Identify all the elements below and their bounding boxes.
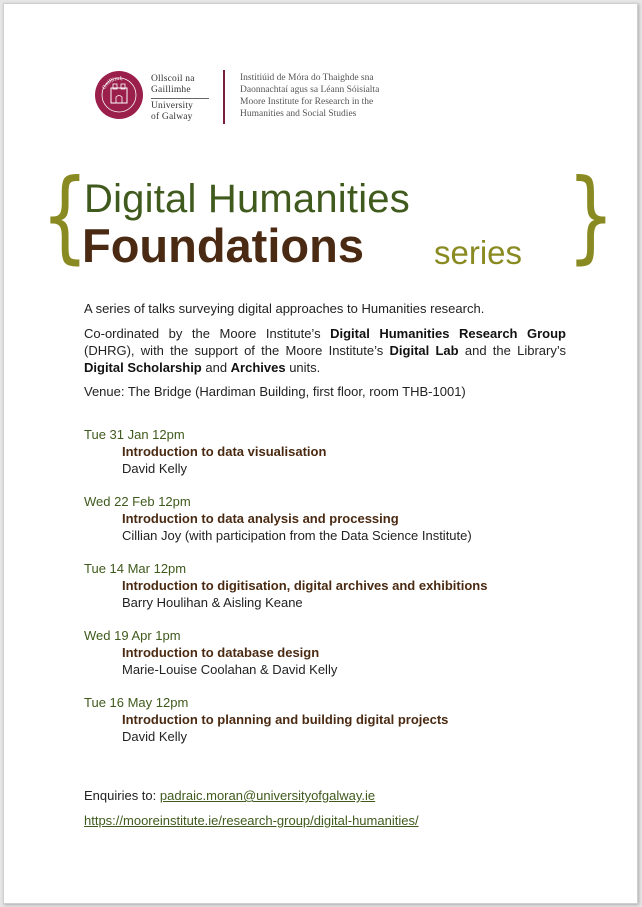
title-digital-humanities: Digital Humanities: [84, 177, 410, 221]
university-name: [151, 74, 209, 123]
coordination-text-2: (DHRG), with the support of the Moore Institute’s: [84, 343, 390, 358]
event-4: [84, 627, 584, 678]
event-speaker: Barry Houlihan & Aisling Keane: [122, 595, 303, 610]
title-series: series: [434, 234, 523, 271]
event-date: Wed 19 Apr 1pm: [84, 628, 181, 643]
coordination-digital-lab: Digital Lab: [389, 343, 459, 358]
intro-text: A series of talks surveying digital approaches to Humanities research.: [84, 301, 485, 316]
university-irish-line1: Ollscoil na: [151, 74, 195, 84]
event-speaker: David Kelly: [122, 461, 188, 476]
event-speaker: Marie-Louise Coolahan & David Kelly: [122, 662, 338, 677]
university-irish-line2: Gaillimhe: [151, 85, 191, 95]
title-foundations: Foundations: [82, 219, 364, 272]
coordination-dhrg: Digital Humanities Research Group: [330, 326, 567, 341]
coordination-text: [84, 325, 566, 376]
event-date: Wed 22 Feb 12pm: [84, 494, 191, 509]
university-english-line1: University: [151, 101, 194, 111]
event-5: [84, 694, 584, 745]
event-title: Introduction to planning and building digital projects: [122, 712, 449, 727]
venue-text: Venue: The Bridge (Hardiman Building, first floor, room THB-1001): [84, 384, 466, 399]
coordination-digital-scholarship: Digital Scholarship: [84, 360, 202, 375]
right-brace: }: [566, 157, 615, 274]
website-link[interactable]: https://mooreinstitute.ie/research-group/digital-humanities/: [84, 813, 419, 828]
header-logos: [94, 66, 454, 130]
header-divider: [223, 70, 225, 124]
flyer-page: [3, 3, 638, 904]
website-line: [84, 812, 419, 829]
left-brace: {: [40, 157, 89, 274]
event-3: [84, 560, 584, 611]
event-speaker: David Kelly: [122, 729, 188, 744]
event-date: Tue 14 Mar 12pm: [84, 561, 187, 576]
enquiries-email-link[interactable]: padraic.moran@universityofgalway.ie: [159, 788, 376, 803]
coordination-text-4: and: [201, 360, 231, 375]
event-title: Introduction to data visualisation: [122, 444, 327, 459]
institute-line4: Humanities and Social Studies: [240, 109, 357, 119]
university-name-rule: [151, 98, 209, 99]
university-seal-icon: [94, 70, 144, 120]
coordination-archives: Archives: [230, 360, 286, 375]
coordination-text-3: and the Library’s: [458, 343, 566, 358]
event-title: Introduction to data analysis and processing: [122, 511, 399, 526]
institute-line1: Institiúid de Móra do Thaighde sna: [240, 73, 374, 83]
enquiries-label: Enquiries to:: [84, 788, 160, 803]
event-date: Tue 16 May 12pm: [84, 695, 189, 710]
institute-line3: Moore Institute for Research in the: [240, 97, 374, 107]
event-speaker: Cillian Joy (with participation from the Data Science Institute): [122, 528, 472, 543]
seal-text: Gaillimh: [101, 75, 124, 91]
event-title: Introduction to digitisation, digital archives and exhibitions: [122, 578, 488, 593]
event-2: [84, 493, 584, 544]
institute-line2: Daonnachtaí agus sa Léann Sóisialta: [240, 85, 380, 95]
event-title: Introduction to database design: [122, 645, 320, 660]
event-date: Tue 31 Jan 12pm: [84, 427, 185, 442]
coordination-text-5: units.: [285, 360, 321, 375]
university-english-line2: of Galway: [151, 112, 193, 122]
institute-name: [240, 72, 379, 120]
event-1: [84, 426, 584, 477]
enquiries-line: [84, 787, 375, 804]
coordination-text-1: Co-ordinated by the Moore Institute’s: [84, 326, 331, 341]
